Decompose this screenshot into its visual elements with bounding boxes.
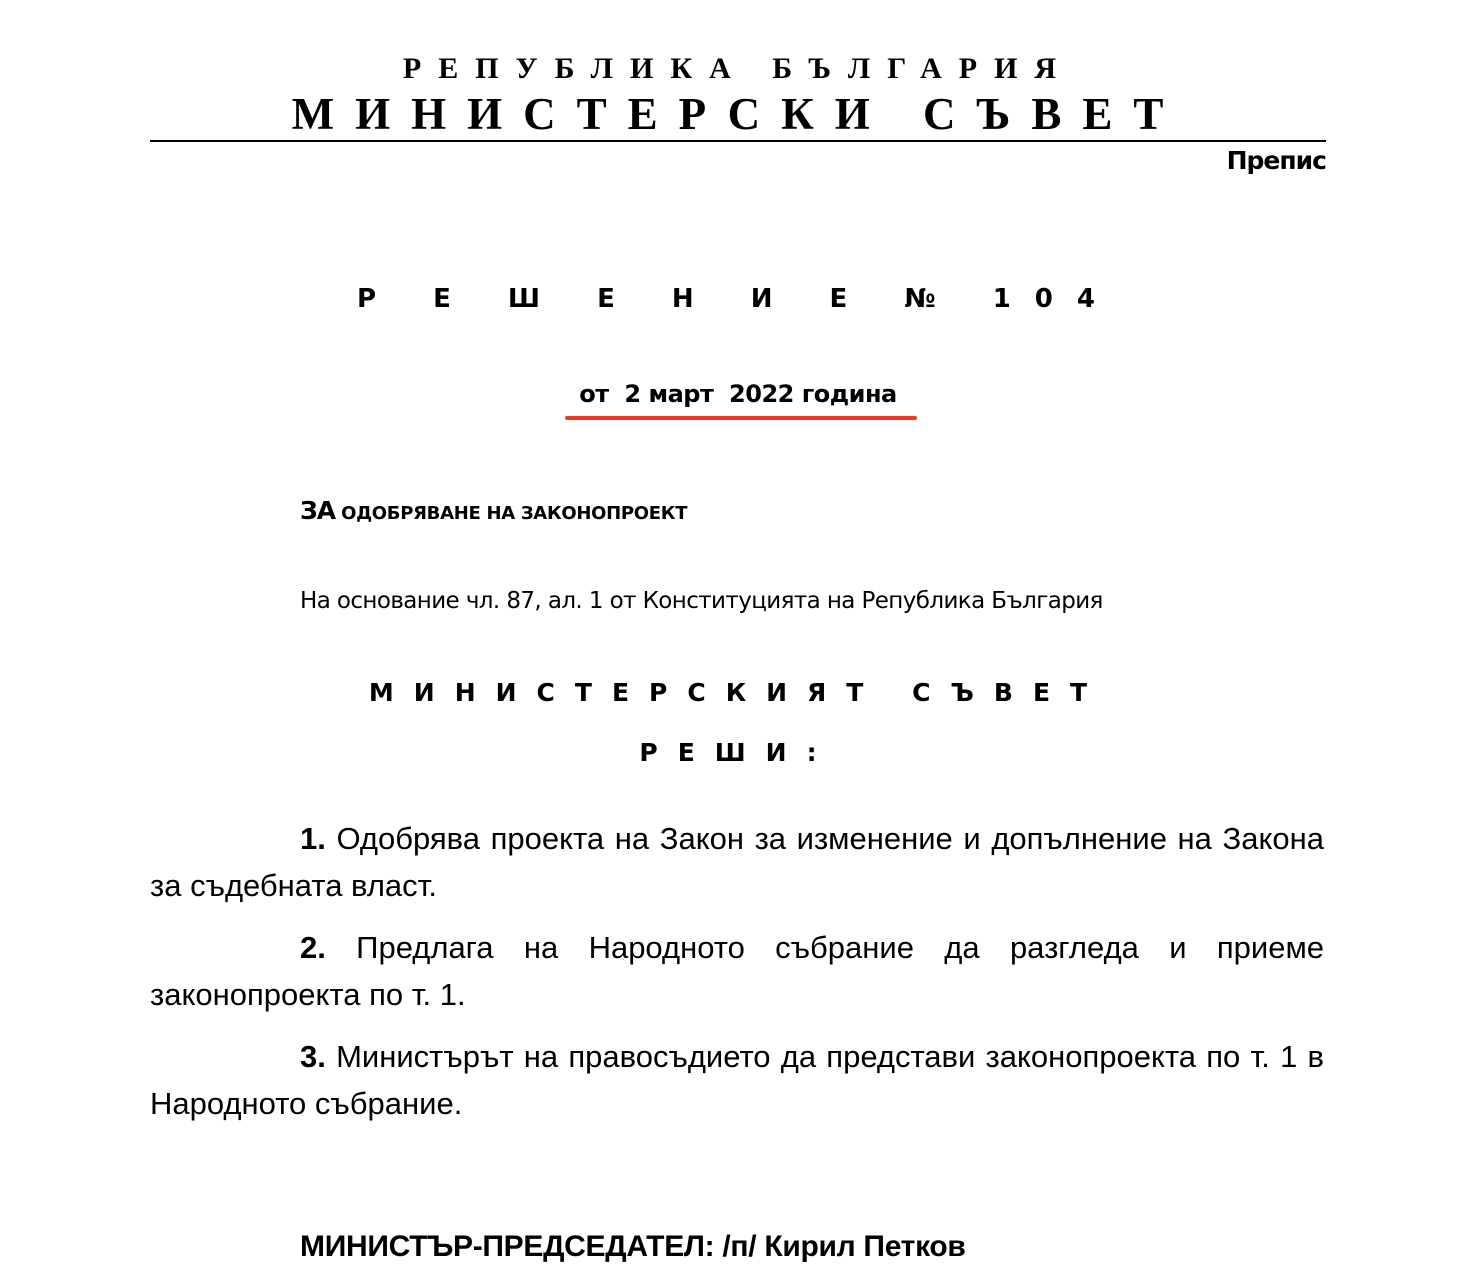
copy-mark: Препис [1226,146,1326,175]
subject-line [300,496,687,525]
item-number: 3. [300,1039,326,1074]
council-resolution-heading: МИНИСТЕРСКИЯТ СЪВЕТ [368,678,1108,707]
legal-basis: На основание чл. 87, ал. 1 от Конституцията на Република България [300,588,1103,614]
republic-heading: РЕПУБЛИКА БЪЛГАРИЯ [402,52,1074,85]
decision-date: от 2 март 2022 година [579,380,897,408]
decision-item-1 [150,815,1324,909]
signature-line: МИНИСТЪР-ПРЕДСЕДАТЕЛ: /п/ Кирил Петков [300,1230,966,1263]
decision-title: Р Е Ш Е Н И Е № 104 [357,284,1119,314]
item-number: 1. [300,821,326,856]
item-text: Одобрява проекта на Закон за изменение и допълнение на Закона за съдебната власт. [150,821,1324,903]
decision-item-2 [150,924,1324,1018]
item-text: Предлага на Народното събрание да разгледа и приеме законопроекта по т. 1. [150,930,1324,1012]
item-number: 2. [300,930,326,965]
council-heading: МИНИСТЕРСКИ СЪВЕТ [291,89,1185,139]
item-text: Министърът на правосъдието да представи законопроекта по т. 1 в Народното събрание. [150,1039,1324,1121]
subject-prefix: ЗА [300,496,336,525]
date-underline-annotation [565,416,917,420]
resolved-heading: РЕШИ: [639,738,837,767]
decision-item-3 [150,1033,1324,1127]
header-divider [150,140,1326,142]
subject-text: ОДОБРЯВАНЕ НА ЗАКОНОПРОЕКТ [335,503,688,524]
